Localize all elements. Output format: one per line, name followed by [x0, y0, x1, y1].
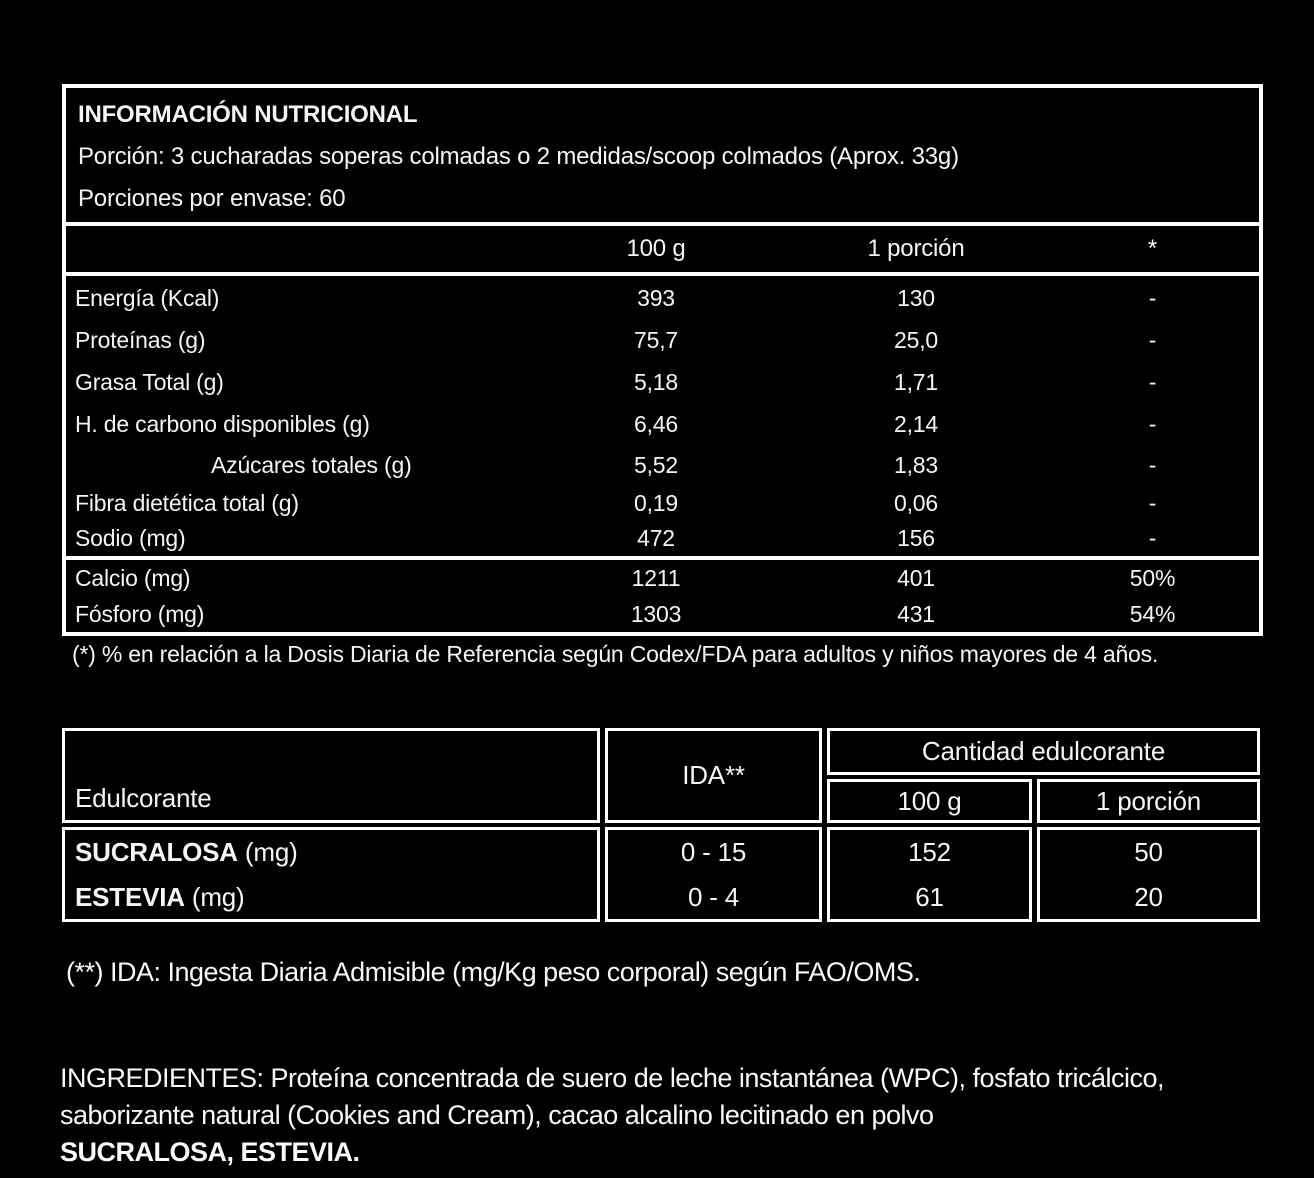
row-label: Fósforo (mg) — [75, 600, 205, 627]
sweetener-name-row — [65, 875, 597, 920]
row-per100: 5,52 — [634, 451, 678, 478]
row-perserving: 156 — [897, 524, 935, 551]
ida-value: 0 - 15 — [680, 836, 747, 867]
perserving-value: 50 — [1134, 836, 1163, 867]
row-per100: 6,46 — [634, 410, 678, 437]
per100-value: 61 — [915, 881, 944, 912]
sweetener-subheader-100g-cell — [827, 779, 1032, 823]
sweetener-subheader-100g: 100 g — [897, 785, 962, 816]
sweetener-group-header: Cantidad edulcorante — [921, 736, 1166, 766]
ida-header: IDA** — [682, 760, 745, 790]
sweetener-name-row — [65, 830, 597, 875]
row-label: Proteínas (g) — [75, 326, 206, 353]
table-row — [66, 361, 1259, 403]
ida-header-cell — [605, 728, 822, 823]
serving-size-line: Porción: 3 cucharadas soperas colmadas o 2 medidas/scoop colmados (Aprox. 33g) — [78, 143, 959, 170]
row-per100: 0,19 — [634, 489, 678, 516]
row-dv: - — [1148, 326, 1157, 353]
column-header-100g: 100 g — [626, 235, 686, 262]
table-row — [66, 403, 1259, 445]
table-row — [66, 277, 1259, 319]
sweetener-subheader-porcion-cell — [1037, 779, 1260, 823]
row-dv: 54% — [1129, 600, 1176, 627]
ida-footnote: (**) IDA: Ingesta Diaria Admisible (mg/Kg peso corporal) según FAO/OMS. — [66, 957, 921, 987]
row-dv: - — [1148, 284, 1157, 311]
row-per100: 1211 — [631, 564, 681, 591]
ingredients-text: INGREDIENTES: Proteína concentrada de suero de leche instantánea (WPC), fosfato tricálcico, saborizante natural (Cookies and Cream), cacao alcalino lecitinado en polvo — [60, 1063, 1165, 1130]
perserving-value: 20 — [1134, 881, 1163, 912]
row-label: H. de carbono disponibles (g) — [75, 410, 370, 437]
nutrient-rows-section — [66, 272, 1259, 556]
nutrition-table-title: INFORMACIÓN NUTRICIONAL — [78, 101, 418, 128]
sweetener-perserving-values-cell — [1037, 827, 1260, 922]
sweetener-unit: (mg) — [184, 881, 245, 912]
ingredients-paragraph — [60, 1060, 1205, 1171]
sweetener-unit: (mg) — [237, 836, 298, 867]
row-label: Grasa Total (g) — [75, 368, 224, 395]
row-dv: - — [1148, 368, 1157, 395]
sweetener-name: ESTEVIA — [75, 881, 185, 912]
nutrition-table-header — [66, 88, 1259, 222]
sweetener-name: SUCRALOSA — [75, 836, 238, 867]
column-header-porcion: 1 porción — [867, 235, 965, 262]
servings-per-container-line: Porciones por envase: 60 — [78, 185, 346, 212]
sweetener-row-header: Edulcorante — [75, 783, 212, 813]
row-label: Energía (Kcal) — [75, 284, 220, 311]
row-per100: 1303 — [630, 600, 682, 627]
sweetener-ida-values-cell — [605, 827, 822, 922]
row-dv: - — [1148, 524, 1157, 551]
row-perserving: 1,83 — [894, 451, 938, 478]
column-header-row — [66, 222, 1259, 272]
sweetener-table — [62, 728, 1263, 922]
row-perserving: 401 — [897, 564, 935, 591]
row-per100: 393 — [637, 284, 675, 311]
ida-value: 0 - 4 — [687, 881, 740, 912]
row-per100: 5,18 — [634, 368, 678, 395]
row-dv: - — [1148, 410, 1157, 437]
table-row — [66, 521, 1259, 555]
table-row — [66, 560, 1259, 596]
row-perserving: 1,71 — [894, 368, 938, 395]
sweetener-subheader-porcion: 1 porción — [1095, 785, 1202, 816]
table-row — [66, 319, 1259, 361]
sweetener-group-header-cell — [827, 728, 1260, 775]
mineral-rows-section — [66, 556, 1259, 632]
row-label: Sodio (mg) — [75, 524, 186, 551]
per100-value: 152 — [908, 836, 951, 867]
column-header-dv: * — [1147, 235, 1158, 262]
row-perserving: 0,06 — [894, 489, 938, 516]
ingredients-sweeteners-bold: SUCRALOSA, ESTEVIA. — [60, 1137, 360, 1167]
sweetener-per100-values-cell — [827, 827, 1032, 922]
row-dv: 50% — [1129, 564, 1176, 591]
row-label: Azúcares totales (g) — [211, 451, 412, 478]
table-row — [66, 596, 1259, 632]
row-perserving: 130 — [897, 284, 935, 311]
row-perserving: 431 — [897, 600, 935, 627]
nutrition-table — [62, 84, 1263, 636]
sweetener-row-header-cell — [62, 728, 600, 823]
table-row — [66, 485, 1259, 521]
dv-footnote: (*) % en relación a la Dosis Diaria de Referencia según Codex/FDA para adultos y niños mayores de 4 años. — [72, 641, 1159, 667]
row-perserving: 2,14 — [894, 410, 938, 437]
row-dv: - — [1148, 451, 1157, 478]
row-label: Calcio (mg) — [75, 564, 191, 591]
row-dv: - — [1148, 489, 1157, 516]
table-row — [66, 445, 1259, 485]
row-perserving: 25,0 — [894, 326, 938, 353]
row-per100: 75,7 — [634, 326, 678, 353]
row-label: Fibra dietética total (g) — [75, 489, 299, 516]
sweetener-names-cell — [62, 827, 600, 922]
row-per100: 472 — [637, 524, 675, 551]
